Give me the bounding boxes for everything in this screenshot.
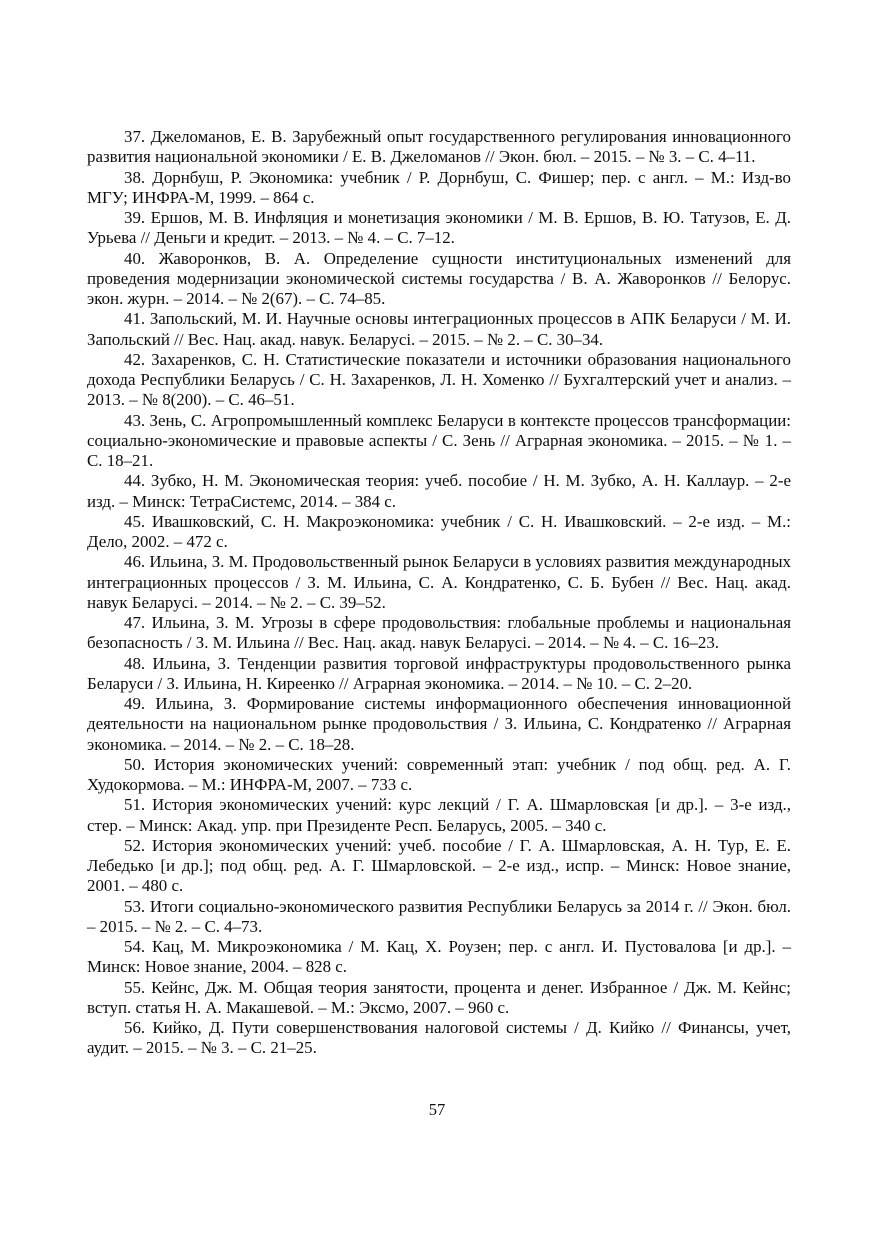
- reference-item: 46. Ильина, З. М. Продовольственный рынок Беларуси в условиях развития международных интеграционных процессов / З. М. Ильина, С. А. Кондратенко, С. Б. Бубен // Вес. Нац. акад. навук Беларусі. – 2014. – № 2. – С. 39–52.: [87, 552, 791, 612]
- reference-item: 37. Джеломанов, Е. В. Зарубежный опыт государственного регулирования инновационного развития национальной экономики / Е. В. Джеломанов // Экон. бюл. – 2015. – № 3. – С. 4–11.: [87, 127, 791, 167]
- reference-item: 49. Ильина, З. Формирование системы информационного обеспечения инновационной деятельности на национальном рынке продовольствия / З. Ильина, С. Кондратенко // Аграрная экономика. – 2014. – № 2. – С. 18–28.: [87, 694, 791, 754]
- reference-item: 44. Зубко, Н. М. Экономическая теория: учеб. пособие / Н. М. Зубко, А. Н. Каллаур. – 2-е изд. – Минск: ТетраСистемс, 2014. – 384 с.: [87, 471, 791, 511]
- reference-item: 38. Дорнбуш, Р. Экономика: учебник / Р. Дорнбуш, С. Фишер; пер. с англ. – М.: Изд-во МГУ; ИНФРА-М, 1999. – 864 с.: [87, 167, 791, 207]
- page-number: 57: [428, 1100, 446, 1119]
- reference-item: 51. История экономических учений: курс лекций / Г. А. Шмарловская [и др.]. – 3-е изд., стер. – Минск: Акад. упр. при Президенте Респ. Беларусь, 2005. – 340 с.: [87, 795, 791, 835]
- reference-item: 40. Жаворонков, В. А. Определение сущности институциональных изменений для проведения модернизации экономической системы государства / В. А. Жаворонков // Белорус. экон. журн. – 2014. – № 2(67). – С. 74–85.: [87, 248, 791, 308]
- reference-item: 42. Захаренков, С. Н. Статистические показатели и источники образования национального дохода Республики Беларусь / С. Н. Захаренков, Л. Н. Хоменко // Бухгалтерский учет и анализ. – 2013. – № 8(200). – С. 46–51.: [87, 349, 791, 410]
- reference-item: 50. История экономических учений: современный этап: учебник / под общ. ред. А. Г. Худокормова. – М.: ИНФРА-М, 2007. – 733 с.: [87, 754, 791, 794]
- reference-item: 53. Итоги социально-экономического развития Республики Беларусь за 2014 г. // Экон. бюл. – 2015. – № 2. – С. 4–73.: [87, 896, 791, 936]
- reference-item: 55. Кейнс, Дж. М. Общая теория занятости, процента и денег. Избранное / Дж. М. Кейнс; вступ. статья Н. А. Макашевой. – М.: Эксмо, 2007. – 960 с.: [87, 977, 791, 1017]
- reference-item: 39. Ершов, М. В. Инфляция и монетизация экономики / М. В. Ершов, В. Ю. Татузов, Е. Д. Урьева // Деньги и кредит. – 2013. – № 4. – С. 7–12.: [87, 208, 791, 248]
- reference-item: 47. Ильина, З. М. Угрозы в сфере продовольствия: глобальные проблемы и национальная безопасность / З. М. Ильина // Вес. Нац. акад. навук Беларусі. – 2014. – № 4. – С. 16–23.: [87, 613, 791, 653]
- reference-item: 48. Ильина, З. Тенденции развития торговой инфраструктуры продовольственного рынка Беларуси / З. Ильина, Н. Киреенко // Аграрная экономика. – 2014. – № 10. – С. 2–20.: [87, 653, 791, 693]
- reference-item: 45. Ивашковский, С. Н. Макроэкономика: учебник / С. Н. Ивашковский. – 2-е изд. – М.: Дело, 2002. – 472 с.: [87, 511, 791, 551]
- reference-item: 41. Запольский, М. И. Научные основы интеграционных процессов в АПК Беларуси / М. И. Запольский // Вес. Нац. акад. навук. Беларусі. – 2015. – № 2. – С. 30–34.: [87, 309, 791, 349]
- reference-item: 43. Зень, С. Агропромышленный комплекс Беларуси в контексте процессов трансформации: социально-экономические и правовые аспекты / С. Зень // Аграрная экономика. – 2015. – № 1. – С. 18–21.: [87, 410, 791, 470]
- reference-item: 52. История экономических учений: учеб. пособие / Г. А. Шмарловская, А. Н. Тур, Е. Е. Лебедько [и др.]; под общ. ред. А. Г. Шмарловской. – 2-е изд., испр. – Минск: Новое знание, 2001. – 480 с.: [87, 835, 791, 896]
- reference-item: 56. Кийко, Д. Пути совершенствования налоговой системы / Д. Кийко // Финансы, учет, аудит. – 2015. – № 3. – С. 21–25.: [87, 1018, 791, 1058]
- reference-item: 54. Кац, М. Микроэкономика / М. Кац, Х. Роузен; пер. с англ. И. Пустовалова [и др.]. – Минск: Новое знание, 2004. – 828 с.: [87, 937, 791, 977]
- reference-list: [87, 127, 791, 1059]
